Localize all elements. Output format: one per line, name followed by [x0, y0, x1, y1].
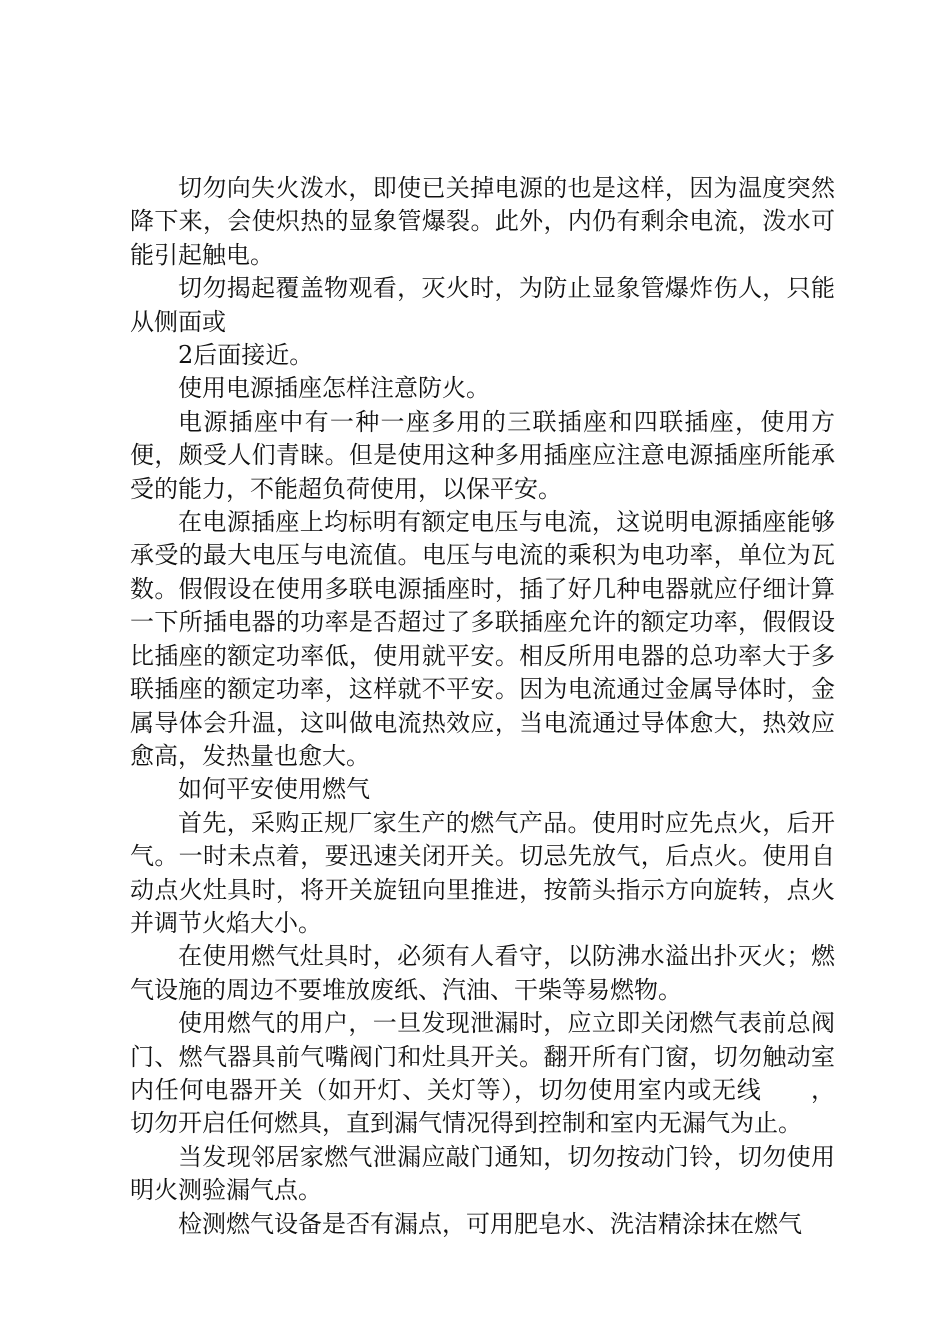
section-heading: 如何平安使用燃气 [178, 775, 370, 804]
paragraph: 电源插座中有一种一座多用的三联插座和四联插座，使用方便，颇受人们青睐。但是使用这种多用插座应注意电源插座所能承受的能力，不能超负荷使用，以保平安。 [130, 407, 835, 503]
section-heading: 使用电源插座怎样注意防火。 [178, 374, 490, 403]
paragraph: 在电源插座上均标明有额定电压与电流，这说明电源插座能够承受的最大电压与电流值。电压与电流的乘积为电功率，单位为瓦数。假假设在使用多联电源插座时，插了好几种电器就应仔细计算一下所插电器的功率是否超过了多联插座允许的额定功率，假假设比插座的额定功率低，使用就平安。相反所用电器的总功率大于多联插座的额定功率，这样就不平安。因为电流通过金属导体时，金属导体会升温，这叫做电流热效应，当电流通过导体愈大，热效应愈高，发热量也愈大。 [130, 508, 835, 770]
paragraph: 切勿揭起覆盖物观看，灭火时，为防止显象管爆炸伤人，只能从侧面或 [130, 274, 835, 336]
paragraph: 切勿向失火泼水，即使已关掉电源的也是这样，因为温度突然降下来，会使炽热的显象管爆裂。此外，内仍有剩余电流，泼水可能引起触电。 [130, 174, 835, 269]
paragraph: 在使用燃气灶具时，必须有人看守，以防沸水溢出扑灭火；燃气设施的周边不要堆放废纸、汽油、干柴等易燃物。 [130, 942, 835, 1004]
document-body [130, 172, 835, 1241]
paragraph: 使用燃气的用户，一旦发现泄漏时，应立即关闭燃气表前总阀门、燃气器具前气嘴阀门和灶具开关。翻开所有门窗，切勿触动室内任何电器开关（如开灯、关灯等），切勿使用室内或无线 ，切勿开启任何燃具，直到漏气情况得到控制和室内无漏气为止。 [130, 1009, 835, 1138]
paragraph: 首先，采购正规厂家生产的燃气产品。使用时应先点火，后开气。一时未点着，要迅速关闭开关。切忌先放气，后点火。使用自动点火灶具时，将开关旋钮向里推进，按箭头指示方向旋转，点火并调节火焰大小。 [130, 808, 835, 937]
paragraph: 当发现邻居家燃气泄漏应敲门通知，切勿按动门铃，切勿使用明火测验漏气点。 [130, 1142, 835, 1205]
paragraph: 检测燃气设备是否有漏点，可用肥皂水、洗洁精涂抹在燃气 [178, 1209, 802, 1238]
paragraph: 2后面接近。 [178, 341, 314, 370]
